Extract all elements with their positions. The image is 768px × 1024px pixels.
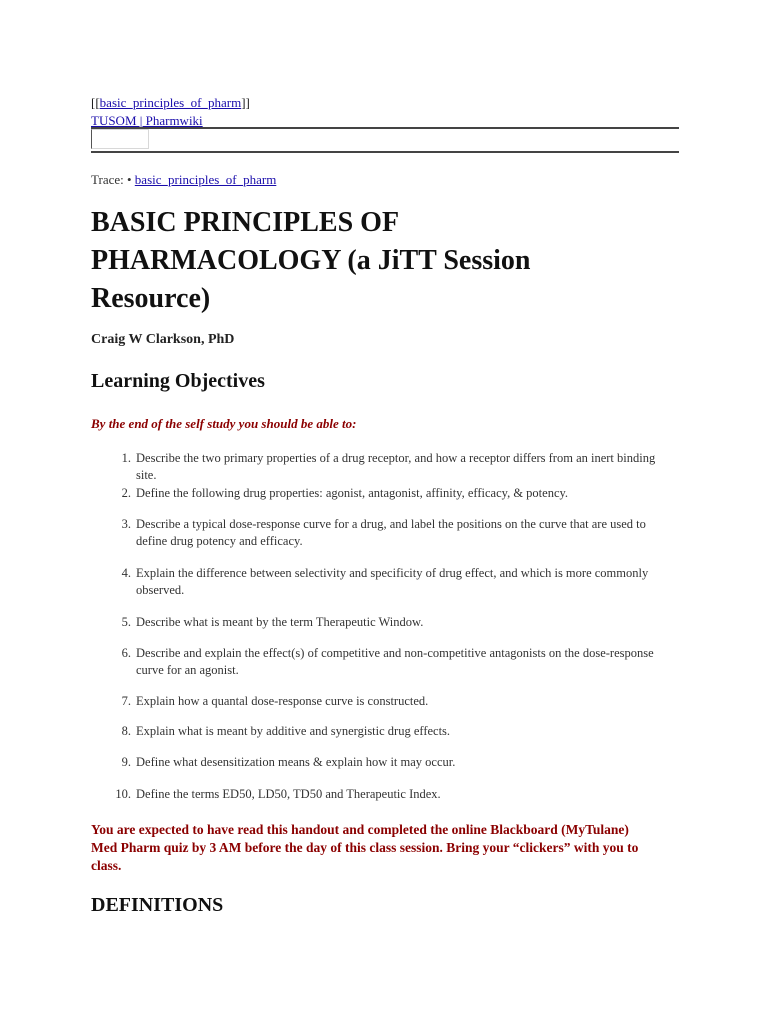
list-item-number: 9. — [121, 755, 131, 769]
list-item-text: Describe and explain the effect(s) of competitive and non-competitive antagonists on the dose-response curve for an agonist. — [136, 646, 654, 677]
author-name: Craig W Clarkson, PhD — [91, 332, 235, 347]
definitions-heading: DEFINITIONS — [91, 894, 224, 916]
list-item-number: 10. — [115, 787, 131, 801]
list-item-number: 8. — [121, 724, 131, 738]
list-item-number: 1. — [121, 451, 131, 465]
list-item-text: Define the terms ED50, LD50, TD50 and Therapeutic Index. — [136, 787, 441, 801]
trace-link[interactable]: basic_principles_of_pharm — [134, 172, 277, 187]
trace-label: Trace: • — [91, 172, 132, 187]
bracket-close: ]] — [241, 95, 250, 110]
list-item-text: Define what desensitization means & explain how it may occur. — [136, 755, 456, 769]
header-divider-top — [91, 127, 679, 129]
list-item-number: 3. — [121, 517, 131, 531]
page-title: BASIC PRINCIPLES OF PHARMACOLOGY (a JiTT Session Resource) — [91, 207, 531, 314]
list-item-text: Explain what is meant by additive and synergistic drug effects. — [136, 724, 451, 738]
header-divider-bottom — [91, 151, 679, 153]
list-item-text: Describe the two primary properties of a drug receptor, and how a receptor differs from an inert binding site. — [136, 451, 656, 482]
list-item-text: Explain the difference between selectivity and specificity of drug effect, and which is more commonly observed. — [136, 566, 649, 597]
site-home-link[interactable]: TUSOM | Pharmwiki — [91, 113, 203, 128]
page-name-link[interactable]: basic_principles_of_pharm — [99, 95, 242, 110]
learning-objectives-heading: Learning Objectives — [91, 370, 265, 392]
list-item-number: 5. — [121, 615, 131, 629]
bracket-open: [[ — [91, 95, 100, 110]
search-input[interactable] — [91, 129, 149, 149]
header-page-link-line — [91, 94, 250, 111]
list-item-text: Describe a typical dose-response curve for a drug, and label the positions on the curve that are used to define drug potency and efficacy. — [136, 517, 646, 548]
list-item-number: 2. — [121, 486, 131, 500]
class-preparation-notice: You are expected to have read this handout and completed the online Blackboard (MyTulane) Med Pharm quiz by 3 AM before the day of this class session. Bring your “clickers” with you to class. — [91, 822, 639, 873]
list-item-text: Explain how a quantal dose-response curve is constructed. — [136, 694, 429, 708]
breadcrumb-trace — [91, 172, 276, 188]
objectives-intro: By the end of the self study you should be able to: — [91, 416, 357, 431]
list-item-text: Describe what is meant by the term Therapeutic Window. — [136, 615, 424, 629]
list-item-number: 7. — [121, 694, 131, 708]
list-item-number: 4. — [121, 566, 131, 580]
list-item-text: Define the following drug properties: agonist, antagonist, affinity, efficacy, & potency. — [136, 486, 569, 500]
list-item-number: 6. — [121, 646, 131, 660]
